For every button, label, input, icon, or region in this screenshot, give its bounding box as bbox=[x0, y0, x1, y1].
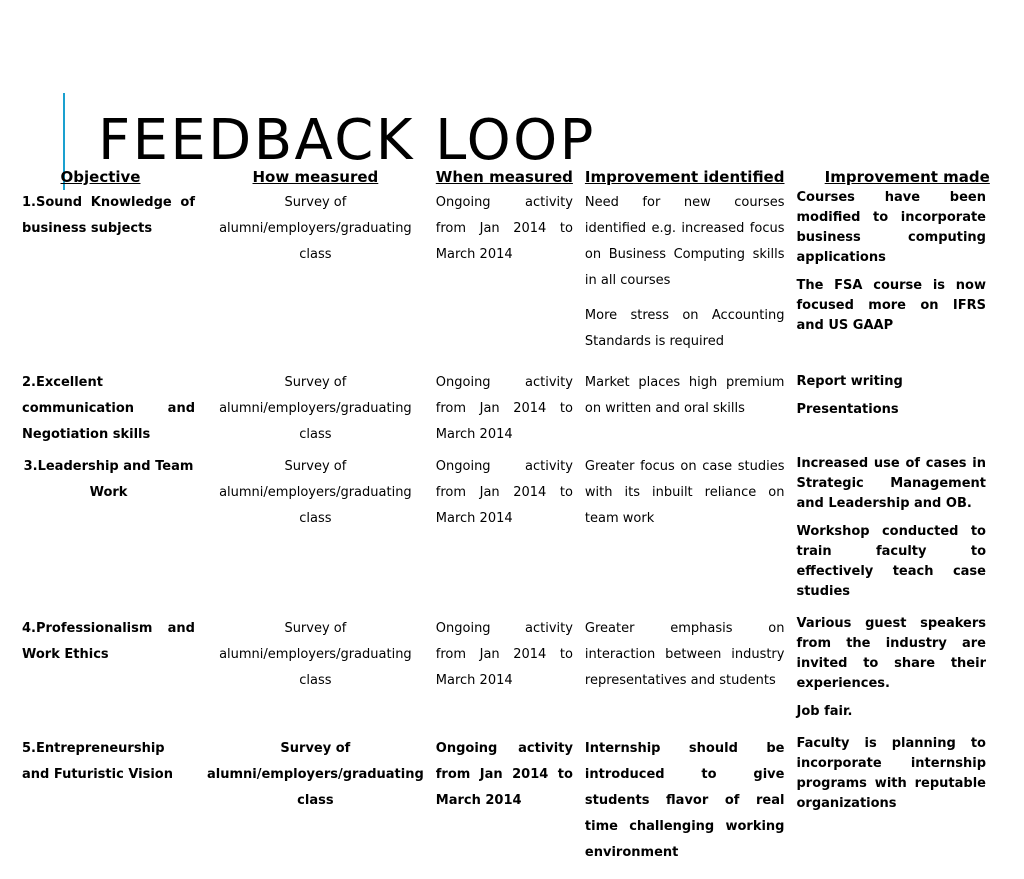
when-measured-cell: Ongoing activity from Jan 2014 to March 2014 bbox=[435, 621, 573, 688]
objective-cell: 4.Professionalism and Work Ethics bbox=[22, 621, 195, 662]
improvement-made-cell bbox=[790, 452, 1024, 614]
improvement-identified-cell bbox=[579, 452, 791, 614]
improvement-made-item: Presentations bbox=[796, 402, 899, 417]
improvement-identified-item: Internship should be introduced to give students flavor of real time challenging working environment bbox=[584, 741, 785, 860]
how-measured-cell: Survey of alumni/employers/graduating class bbox=[219, 195, 412, 262]
improvement-identified-cell bbox=[579, 188, 791, 368]
improvement-identified-item: Greater emphasis on interaction between industry representatives and students bbox=[584, 621, 785, 688]
improvement-made-item: Courses have been modified to incorporate business computing applications bbox=[796, 190, 986, 265]
when-measured-cell: Ongoing activity from Jan 2014 to March 2014 bbox=[435, 459, 573, 526]
improvement-identified-item: Market places high premium on written and oral skills bbox=[584, 375, 785, 416]
how-measured-cell: Survey of alumni/employers/graduating class bbox=[219, 459, 412, 526]
table-row bbox=[0, 368, 1024, 452]
feedback-table bbox=[0, 166, 1024, 879]
improvement-made-item: Various guest speakers from the industry are invited to share their experiences. bbox=[796, 616, 986, 691]
table-row bbox=[0, 188, 1024, 368]
improvement-made-cell bbox=[790, 368, 1024, 452]
header-how-measured: How measured bbox=[252, 168, 379, 186]
improvement-made-item: Report writing bbox=[796, 374, 903, 389]
table-header-row bbox=[0, 166, 1024, 188]
when-measured-cell: Ongoing activity from Jan 2014 to March 2014 bbox=[435, 195, 573, 262]
how-measured-cell: Survey of alumni/employers/graduating class bbox=[219, 621, 412, 688]
improvement-made-cell bbox=[790, 188, 1024, 368]
improvement-identified-item: Greater focus on case studies with its inbuilt reliance on team work bbox=[584, 459, 785, 526]
how-measured-cell: Survey of alumni/employers/graduating class bbox=[207, 741, 424, 808]
objective-cell: 3.Leadership and Team Work bbox=[23, 459, 194, 500]
improvement-made-cell bbox=[790, 734, 1024, 879]
improvement-made-item: Faculty is planning to incorporate internship programs with reputable organizations bbox=[796, 736, 986, 811]
objective-cell: 2.Excellent communication and Negotiation skills bbox=[22, 375, 195, 442]
how-measured-cell: Survey of alumni/employers/graduating class bbox=[219, 375, 412, 442]
improvement-made-item: Workshop conducted to train faculty to effectively teach case studies bbox=[796, 524, 986, 599]
header-improvement-made: Improvement made bbox=[824, 168, 990, 186]
improvement-made-item: Job fair. bbox=[796, 704, 853, 719]
table-row bbox=[0, 614, 1024, 734]
improvement-made-cell bbox=[790, 614, 1024, 734]
when-measured-cell: Ongoing activity from Jan 2014 to March 2014 bbox=[435, 741, 573, 808]
slide-title: FEEDBACK LOOP bbox=[98, 108, 596, 173]
header-objective: Objective bbox=[60, 168, 141, 186]
table-row bbox=[0, 734, 1024, 879]
table-row bbox=[0, 452, 1024, 614]
header-improvement-identified: Improvement identified bbox=[584, 168, 785, 186]
improvement-identified-cell bbox=[579, 734, 791, 879]
improvement-made-item: The FSA course is now focused more on IFRS and US GAAP bbox=[796, 278, 986, 333]
improvement-made-item: Increased use of cases in Strategic Management and Leadership and OB. bbox=[796, 456, 986, 511]
improvement-identified-cell bbox=[579, 368, 791, 452]
objective-cell: 1.Sound Knowledge of business subjects bbox=[22, 195, 195, 236]
when-measured-cell: Ongoing activity from Jan 2014 to March 2014 bbox=[435, 375, 573, 442]
improvement-identified-cell bbox=[579, 614, 791, 734]
objective-cell: 5.Entrepreneurship and Futuristic Vision bbox=[22, 741, 173, 782]
header-when-measured: When measured bbox=[435, 168, 573, 186]
improvement-identified-item: More stress on Accounting Standards is required bbox=[584, 308, 785, 349]
improvement-identified-item: Need for new courses identified e.g. increased focus on Business Computing skills in all courses bbox=[584, 195, 785, 288]
